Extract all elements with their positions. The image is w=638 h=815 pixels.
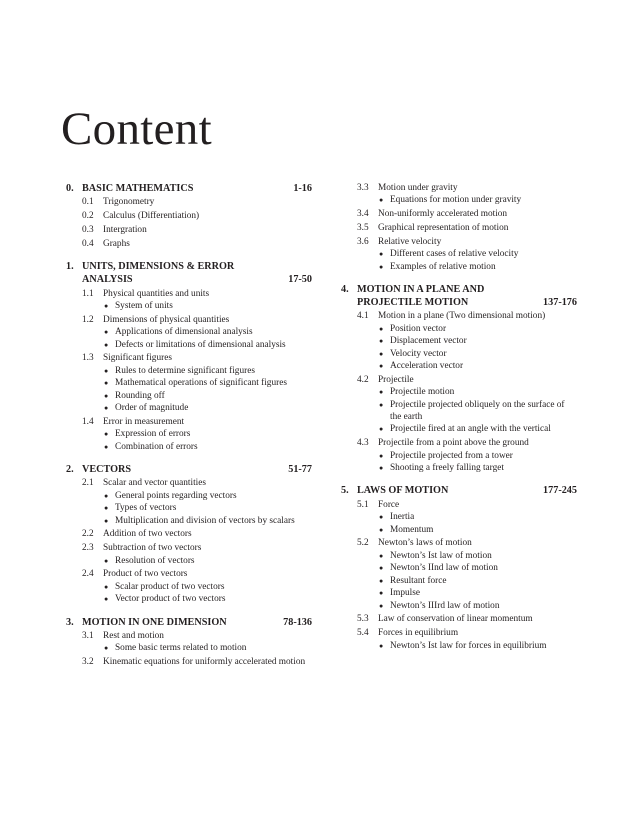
bullet-icon: ●	[104, 328, 109, 337]
section-item: 4.2 Projectile	[357, 374, 414, 385]
chapter-heading	[60, 616, 312, 629]
section-item: 2.1 Scalar and vector quantities	[82, 478, 207, 489]
subsection-item: ● Resultant force	[379, 575, 447, 586]
subsection-item: ● Defects or limitations of dimensional analysis	[104, 339, 286, 350]
bullet-icon: ●	[379, 451, 384, 460]
subsection-item: ● Projectile projected obliquely on the surface of the earth	[379, 399, 565, 423]
chapter-title-line: UNITS, DIMENSIONS & ERROR	[82, 261, 235, 273]
chapter-5	[335, 484, 577, 651]
chapter-3-continued	[335, 182, 577, 273]
subsection-item: ● Momentum	[379, 524, 434, 535]
toc-column-left	[60, 182, 312, 670]
section-item: 5.3 Law of conservation of linear momentum	[357, 614, 533, 625]
subsection-item: ● Shooting a freely falling target	[379, 463, 504, 474]
section-item: 5.4 Forces in equilibrium	[357, 628, 459, 639]
subsection-item: ● Mathematical operations of significant figures	[104, 378, 287, 389]
subsection-item: ● Resolution of vectors	[104, 555, 195, 566]
chapter-number: 0.	[66, 183, 74, 194]
bullet-icon: ●	[104, 366, 109, 375]
chapter-title: BASIC MATHEMATICS	[82, 183, 194, 194]
bullet-icon: ●	[104, 379, 109, 388]
section-item: 1.4 Error in measurement	[82, 416, 185, 427]
bullet-icon: ●	[379, 525, 384, 534]
section-item: 2.4 Product of two vectors	[82, 569, 188, 580]
section-item: 3.2 Kinematic equations for uniformly accelerated motion	[82, 657, 306, 668]
subsection-item: ● Newton’s Ist law for forces in equilibrium	[379, 640, 547, 651]
chapter-number: 3.	[66, 616, 74, 628]
bullet-icon: ●	[104, 491, 109, 500]
bullet-icon: ●	[104, 404, 109, 413]
subsection-item: ● Inertia	[379, 512, 415, 523]
bullet-icon: ●	[104, 644, 109, 653]
section-item: 3.6 Relative velocity	[357, 236, 442, 247]
bullet-icon: ●	[379, 324, 384, 333]
subsection-item: ● Examples of relative motion	[379, 261, 496, 272]
subsection-item: ● Combination of errors	[104, 441, 198, 452]
bullet-icon: ●	[379, 362, 384, 371]
chapter-4	[335, 283, 577, 474]
bullet-icon: ●	[104, 582, 109, 591]
bullet-icon: ●	[379, 262, 384, 271]
bullet-icon: ●	[379, 250, 384, 259]
section-item: 3.3 Motion under gravity	[357, 183, 458, 193]
section-item: 3.1 Rest and motion	[82, 631, 164, 642]
subsection-item: ● Projectile motion	[379, 387, 455, 398]
section-item: 2.3 Subtraction of two vectors	[82, 543, 202, 554]
subsection-item: ● Different cases of relative velocity	[379, 249, 519, 260]
section-item: 2.2 Addition of two vectors	[82, 529, 192, 540]
bullet-icon: ●	[104, 340, 109, 349]
bullet-icon: ●	[104, 516, 109, 525]
subsection-item: ● Velocity vector	[379, 348, 447, 359]
bullet-icon: ●	[379, 576, 384, 585]
subsection-item: ● Projectile fired at an angle with the vertical	[379, 424, 551, 435]
section-item: 4.3 Projectile from a point above the ground	[357, 438, 529, 449]
subsection-item: ● Projectile projected from a tower	[379, 450, 513, 461]
section-item: 4.1 Motion in a plane (Two dimensional motion)	[357, 311, 546, 322]
section-item: 0.3 Intergration	[82, 224, 147, 235]
section-item: 5.1 Force	[357, 499, 400, 510]
toc-column-right	[335, 182, 577, 653]
chapter-0	[60, 182, 312, 250]
bullet-icon: ●	[104, 504, 109, 513]
subsection-item: ● Vector product of two vectors	[104, 594, 226, 605]
bullet-icon: ●	[379, 551, 384, 560]
bullet-icon: ●	[379, 196, 384, 205]
chapter-title: MOTION IN ONE DIMENSION	[82, 616, 227, 628]
chapter-1	[60, 260, 312, 453]
bullet-icon: ●	[379, 601, 384, 610]
chapter-number: 2.	[66, 464, 74, 476]
bullet-icon: ●	[379, 564, 384, 573]
chapter-heading	[335, 484, 577, 497]
bullet-icon: ●	[104, 595, 109, 604]
bullet-icon: ●	[104, 430, 109, 439]
subsection-item: ● Order of magnitude	[104, 403, 189, 414]
chapter-number: 4.	[341, 284, 349, 296]
chapter-title: VECTORS	[82, 464, 132, 476]
bullet-icon: ●	[104, 301, 109, 310]
section-item: 1.1 Physical quantities and units	[82, 288, 210, 299]
subsection-item: ● Rules to determine significant figures	[104, 365, 255, 376]
chapter-pages: 17-50	[288, 274, 312, 286]
chapter-heading	[60, 182, 312, 195]
subsection-item: ● Rounding off	[104, 390, 165, 401]
bullet-icon: ●	[379, 388, 384, 397]
section-item: 3.5 Graphical representation of motion	[357, 223, 509, 233]
chapter-pages: 177-245	[543, 485, 577, 497]
chapter-pages: 1-16	[293, 183, 312, 194]
section-item: 5.2 Newton’s laws of motion	[357, 538, 472, 549]
chapter-number: 5.	[341, 485, 349, 497]
subsection-item: ● Acceleration vector	[379, 361, 464, 372]
subsection-item: ● Expression of errors	[104, 429, 191, 440]
bullet-icon: ●	[379, 589, 384, 598]
chapter-title-line: MOTION IN A PLANE AND	[357, 284, 485, 296]
bullet-icon: ●	[379, 464, 384, 473]
chapter-pages: 137-176	[543, 297, 577, 309]
section-item: 1.2 Dimensions of physical quantities	[82, 314, 230, 325]
chapter-2	[60, 463, 312, 606]
bullet-icon: ●	[379, 641, 384, 650]
subsection-item: ● General points regarding vectors	[104, 490, 237, 501]
subsection-item: ● System of units	[104, 300, 173, 311]
chapter-heading	[60, 463, 312, 476]
section-item: 0.4 Graphs	[82, 238, 130, 249]
section-item: 0.2 Calculus (Differentiation)	[82, 211, 200, 222]
subsection-item: ● Impulse	[379, 588, 420, 599]
subsection-item: ● Newton’s Ist law of motion	[379, 550, 492, 561]
bullet-icon: ●	[379, 337, 384, 346]
bullet-icon: ●	[104, 442, 109, 451]
bullet-icon: ●	[379, 425, 384, 434]
bullet-icon: ●	[379, 349, 384, 358]
section-item: 0.1 Trigonometry	[82, 197, 155, 208]
bullet-icon: ●	[379, 513, 384, 522]
bullet-icon: ●	[379, 400, 384, 409]
section-item: 3.4 Non-uniformly accelerated motion	[357, 209, 508, 220]
subsection-item: ● Newton’s IIIrd law of motion	[379, 600, 500, 611]
bullet-icon: ●	[104, 391, 109, 400]
subsection-item: ● Displacement vector	[379, 336, 467, 347]
bullet-icon: ●	[104, 556, 109, 565]
chapter-heading	[60, 260, 312, 286]
subsection-item: ● Newton’s IInd law of motion	[379, 563, 498, 574]
section-item: 1.3 Significant figures	[82, 353, 172, 364]
subsection-item: ● Some basic terms related to motion	[104, 643, 247, 654]
chapter-title: LAWS OF MOTION	[357, 485, 449, 497]
chapter-3	[60, 616, 312, 669]
subsection-item: ● Equations for motion under gravity	[379, 195, 522, 206]
subsection-item: ● Applications of dimensional analysis	[104, 327, 253, 338]
chapter-pages: 78-136	[283, 616, 312, 628]
chapter-title-line: PROJECTILE MOTION	[357, 297, 469, 309]
subsection-item: ● Types of vectors	[104, 503, 177, 514]
chapter-pages: 51-77	[288, 464, 312, 476]
chapter-number: 1.	[66, 261, 74, 273]
subsection-item: ● Position vector	[379, 323, 447, 334]
subsection-item: ● Scalar product of two vectors	[104, 581, 225, 592]
subsection-item: ● Multiplication and division of vectors by scalars	[104, 515, 295, 526]
chapter-heading	[335, 283, 577, 309]
chapter-title-line: ANALYSIS	[82, 274, 133, 286]
page-title: Content	[61, 103, 212, 155]
